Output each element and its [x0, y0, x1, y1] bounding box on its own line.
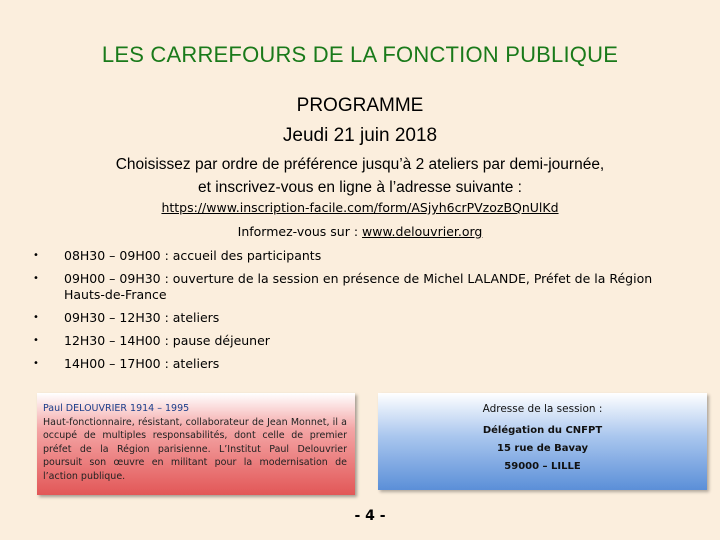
- bullet-icon: •: [33, 250, 39, 261]
- agenda-list: [28, 244, 688, 375]
- agenda-item: [28, 329, 688, 352]
- bullet-icon: •: [33, 358, 39, 369]
- website-link[interactable]: www.delouvrier.org: [362, 224, 483, 239]
- agenda-item-text: 14H00 – 17H00 : ateliers: [64, 356, 220, 371]
- instructions-line-1: Choisissez par ordre de préférence jusqu’à 2 ateliers par demi-journée,: [115, 156, 605, 173]
- address-box: [378, 393, 707, 490]
- agenda-item: [28, 352, 688, 375]
- agenda-item-text: 12H30 – 14H00 : pause déjeuner: [64, 333, 270, 348]
- biography-box: [37, 393, 355, 495]
- address-line-3: 59000 – LILLE: [504, 461, 581, 472]
- agenda-item: [28, 267, 688, 304]
- event-date: Jeudi 21 juin 2018: [282, 125, 438, 146]
- biography-title: Paul DELOUVRIER 1914 – 1995: [43, 403, 190, 414]
- inform-label: Informez-vous sur :: [237, 224, 363, 239]
- bullet-icon: •: [33, 312, 39, 323]
- agenda-item: [28, 244, 688, 267]
- address-heading: Adresse de la session :: [482, 403, 603, 415]
- inform-line: [0, 224, 720, 239]
- address-line-2: 15 rue de Bavay: [497, 443, 588, 454]
- program-heading: PROGRAMME: [296, 95, 424, 116]
- agenda-item-text: 09H00 – 09H30 : ouverture de la session en présence de Michel LALANDE, Préfet de la Région: [64, 271, 653, 286]
- agenda-item-text: 09H30 – 12H30 : ateliers: [64, 310, 220, 325]
- bullet-icon: •: [33, 335, 39, 346]
- page-number: - 4 -: [354, 508, 386, 524]
- biography-text: Haut-fonctionnaire, résistant, collaborateur de Jean Monnet, il a occupé de multiples responsabilités, dont celle de premier préfet de la Région parisienne. L’Institut Paul Delouvrier poursuit son œuvre en militant pour la modernisation de l’action publique.: [43, 416, 347, 482]
- registration-link[interactable]: https://www.inscription-facile.com/form/ASjyh6crPVzozBQnUlKd: [161, 200, 559, 215]
- instructions: [60, 153, 660, 199]
- address-line-1: Délégation du CNFPT: [482, 425, 603, 436]
- bullet-icon: •: [33, 273, 39, 284]
- document-title: LES CARREFOURS DE LA FONCTION PUBLIQUE: [101, 42, 619, 67]
- agenda-item: [28, 306, 688, 329]
- agenda-item-continuation: Hauts-de-France: [64, 287, 167, 302]
- registration-link-line: [0, 200, 720, 215]
- instructions-line-2: et inscrivez-vous en ligne à l’adresse suivante :: [198, 179, 522, 196]
- agenda-item-text: 08H30 – 09H00 : accueil des participants: [64, 248, 322, 263]
